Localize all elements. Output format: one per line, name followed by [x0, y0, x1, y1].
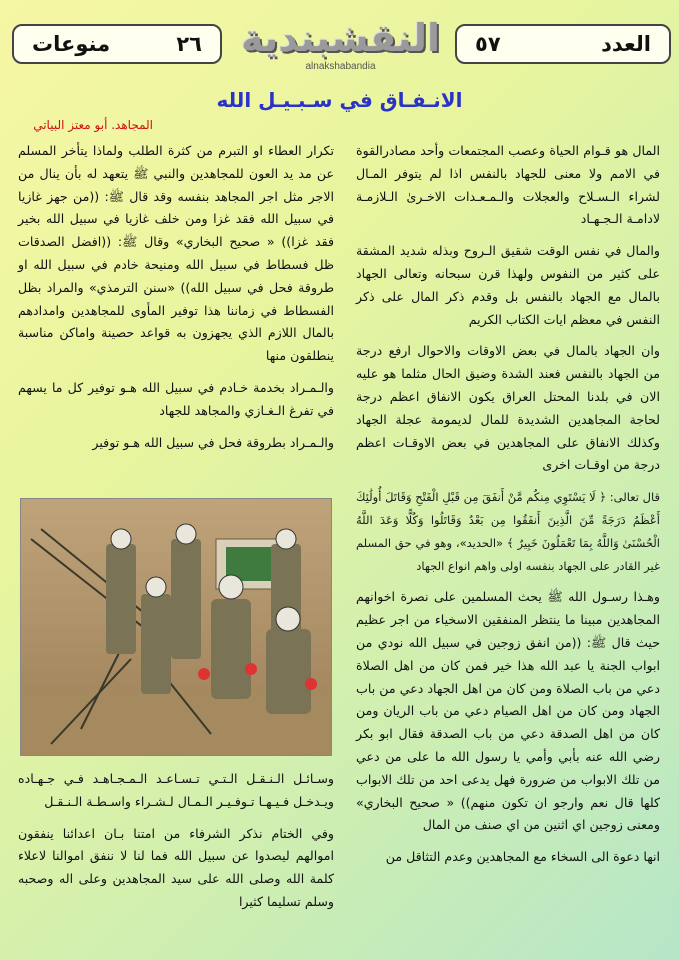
section-name: منوعات — [32, 32, 111, 56]
paragraph: وسـائـل الـنـقـل الـتـي تـسـاعـد الـمـجـاهـد فـي جـهـاده ويـدخـل فـيـهـا تـوفـيـر الـمـال لـشـراء واسـطـة الـنـقـل — [18, 771, 334, 809]
issue-number: ٥٧ — [475, 32, 501, 56]
paragraph: وفي الختام نذكر الشرفاء من امتنا بـان اعدائنا ينفقون اموالهم ليصدوا عن سبيل الله فما لنا لا ننفق اموالنا لاعلاء كلمة الله وصلى الله على سيد المجاهدين وعلى اله وصحبه وسلم تسليما كثيرا — [18, 825, 334, 909]
paragraph: والمال في نفس الوقت شقيق الـروح وبذله شديد المشقة على كثير من النفوس ولهذا قرن سبحانه وتعالى الجهاد بالمال مع الجهاد بالنفس بل وقدم ذكر المال على ذكر النفس في معظم ايات الكتاب الكريم — [356, 243, 660, 327]
paragraph: انها دعوة الى السخاء مع المجاهدين وعدم التثاقل من — [385, 849, 660, 865]
paragraph: والـمـراد بطروقة فحل في سبيل الله هـو توفير — [92, 434, 334, 450]
logo-subtitle: alnakshabandia — [305, 60, 376, 72]
article-column-right — [356, 140, 660, 878]
article-photo — [20, 498, 332, 756]
article-column-left — [18, 140, 334, 463]
fighters-photo-illustration — [21, 499, 331, 755]
article-column-left-bottom — [18, 768, 334, 923]
page-header-right — [455, 24, 671, 64]
page-header-left — [12, 24, 222, 64]
magazine-logo — [238, 12, 443, 78]
quran-verse-paragraph: قال تعالى: ﴿ لَا يَسْتَوِي مِنكُم مَّنْ أَنفَقَ مِن قَبْلِ الْفَتْحِ وَقَاتَلَ أُولَٰئِكَ أَعْظَمُ دَرَجَةً مِّنَ الَّذِينَ أَنفَقُوا مِن بَعْدُ وَقَاتَلُوا وَكُلًّا وَعَدَ اللَّهُ الْحُسْنَىٰ وَاللَّهُ بِمَا تَعْمَلُونَ خَبِيرٌ ﴾ «الحديد»، وهو في حق المسلم غير القادر على الجهاد بنفسه اولى واهم انواع الجهاد — [356, 490, 660, 573]
paragraph: وان الجهاد بالمال في بعض الاوقات والاحوال ارفع درجة من الجهاد بالنفس فعند الشدة وضيق الحال مثلما هو عليه الان في بلدنا المحتل العراق يكون الانفاق اعظم درجة لحاجة المجاهدين الشديدة للمال لديمومة عجلة الجهاد وكذلك الانفاق على المجاهدين في بعض الاوقـات اعظم درجة من اوقـات اخرى — [356, 343, 660, 473]
issue-label: العدد — [601, 32, 651, 56]
paragraph: المال هو قـوام الحياة وعصب المجتمعات وأحد مصادرالقوة في الامم ولا معنى للجهاد بالنفس اذا لم يتوفر المـال لشراء الـسـلاح والعجلات والـمـعـدات الاخـرىٰ الـلازمـة لادامـة الـجـهـاد — [356, 143, 660, 227]
page-number: ٢٦ — [176, 32, 202, 56]
article-author: المجاهد. أبو معتز البياتي — [33, 118, 153, 132]
paragraph: وهـذا رسـول الله ﷺ يحث المسلمين على نصرة اخوانهم المجاهدين مبينا ما ينتظر المنفقين الاسخياء من اجر عظيم حيث قال ﷺ: ((من انفق زوجين في سبيل الله نودي من ابواب الجنة يا عبد الله هذا خير فمن كان من اهل الصلاة دعي من باب الصلاة ومن كان من اهل الجهاد دعي من باب الجهاد ومن كان من اهل الصيام دعي من باب الريان ومن كان من اهل الصدقة دعي من باب الصدقة فقال ابو بكر رضي الله عنه بأبي وأمي يا رسول الله ما على من دعي من تلك الابواب من ضرورة فهل يدعى احد من تلك الابواب كلها قال نعم وارجو ان تكون منهم)) « صحيح البخاري» ومعنى زوجين اي اثنين من اي صنف من المال — [356, 589, 660, 833]
logo-text: النقشبندية — [240, 15, 441, 60]
paragraph: والـمـراد بخدمة خـادم في سبيل الله هـو توفير كل ما يسهم في تفرغ الـغـازي والمجاهد للجهاد — [18, 379, 334, 418]
article-title: الانـفـاق في سـبـيـل الله — [216, 88, 463, 112]
paragraph: تكرار العطاء او التبرم من كثرة الطلب ولماذا يتأخر المسلم عن مد يد العون للمجاهدين والنبي ﷺ يتعهد له بأن ينال من الاجر مثل اجر المجاهد بنفسه وقد قال ﷺ: ((من جهز غازيا في سبيل الله فقد غزا ومن خلف غازيا في سبيل الله بخير فقد غزا)) « صحيح البخاري» وقال ﷺ: ((افضل الصدقات ظل فسطاط في سبيل الله ومنيحة خادم في سبيل الله او طروقة فحل في سبيل الله)) «سنن الترمذي» والمراد بظل الفسطاط في زماننا هذا توفير المأوى للمجاهدين وامدادهم بالمال اللازم الذي يجهزون به قواعد حصينة واماكن مناسبة ينطلقون منها — [18, 143, 334, 364]
